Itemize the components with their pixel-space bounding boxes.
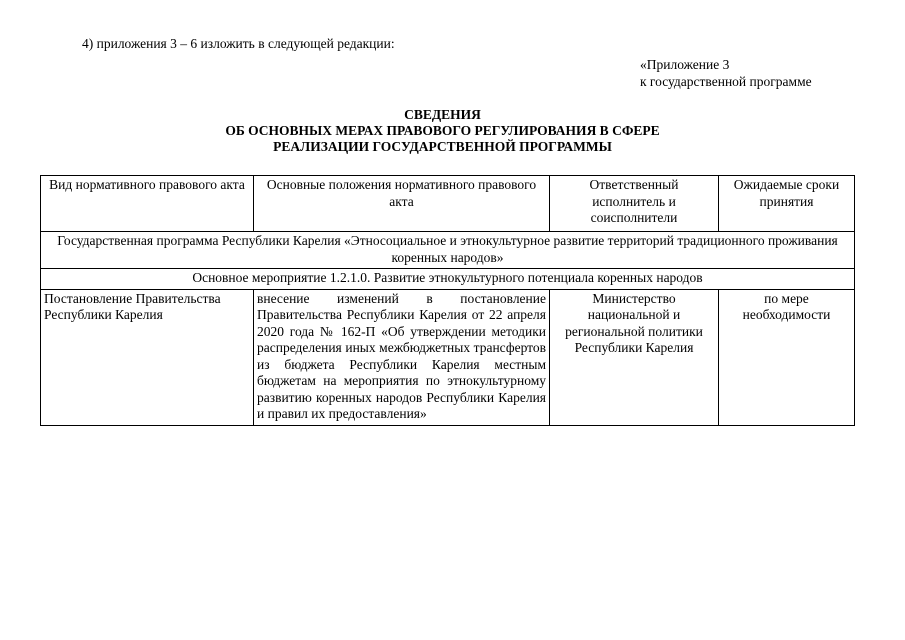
program-title-cell: Государственная программа Республики Карелия «Этносоциальное и этнокультурное развитие территорий традиционного проживания коренных народов»	[41, 232, 855, 269]
heading-line-3: РЕАЛИЗАЦИИ ГОСУДАРСТВЕННОЙ ПРОГРАММЫ	[273, 139, 612, 154]
act-type-cell: Постановление Правительства Республики Карелия	[41, 289, 254, 425]
deadline-cell: по мере необходимости	[719, 289, 855, 425]
program-row	[41, 232, 855, 269]
appendix-caption	[640, 57, 812, 90]
table-row	[41, 289, 855, 425]
header-act-type: Вид нормативного правового акта	[41, 176, 254, 232]
document-heading	[0, 107, 885, 155]
header-deadline: Ожидаемые сроки принятия	[719, 176, 855, 232]
measure-title-cell: Основное мероприятие 1.2.1.0. Развитие этнокультурного потенциала коренных народов	[41, 269, 855, 290]
amendment-intro: 4) приложения 3 – 6 изложить в следующей редакции:	[82, 36, 395, 51]
header-executor: Ответственный исполнитель и соисполнители	[550, 176, 719, 232]
legal-measures-table	[40, 175, 855, 426]
heading-line-2: ОБ ОСНОВНЫХ МЕРАХ ПРАВОВОГО РЕГУЛИРОВАНИЯ В СФЕРЕ	[225, 123, 660, 138]
table-header-row	[41, 176, 855, 232]
appendix-subtitle: к государственной программе	[640, 73, 812, 89]
appendix-number: «Приложение 3	[640, 57, 730, 72]
executor-cell: Министерство национальной и региональной политики Республики Карелия	[550, 289, 719, 425]
header-provisions: Основные положения нормативного правового акта	[254, 176, 550, 232]
measure-row	[41, 269, 855, 290]
heading-line-1: СВЕДЕНИЯ	[404, 107, 481, 122]
provisions-cell: внесение изменений в постановление Правительства Республики Карелия от 22 апреля 2020 года № 162-П «Об утверждении методики распределения иных межбюджетных трансфертов из бюджета Республики Карелия местным бюджетам на мероприятия по этнокультурному развитию коренных народов Республики Карелия и правил их предоставления»	[254, 289, 550, 425]
